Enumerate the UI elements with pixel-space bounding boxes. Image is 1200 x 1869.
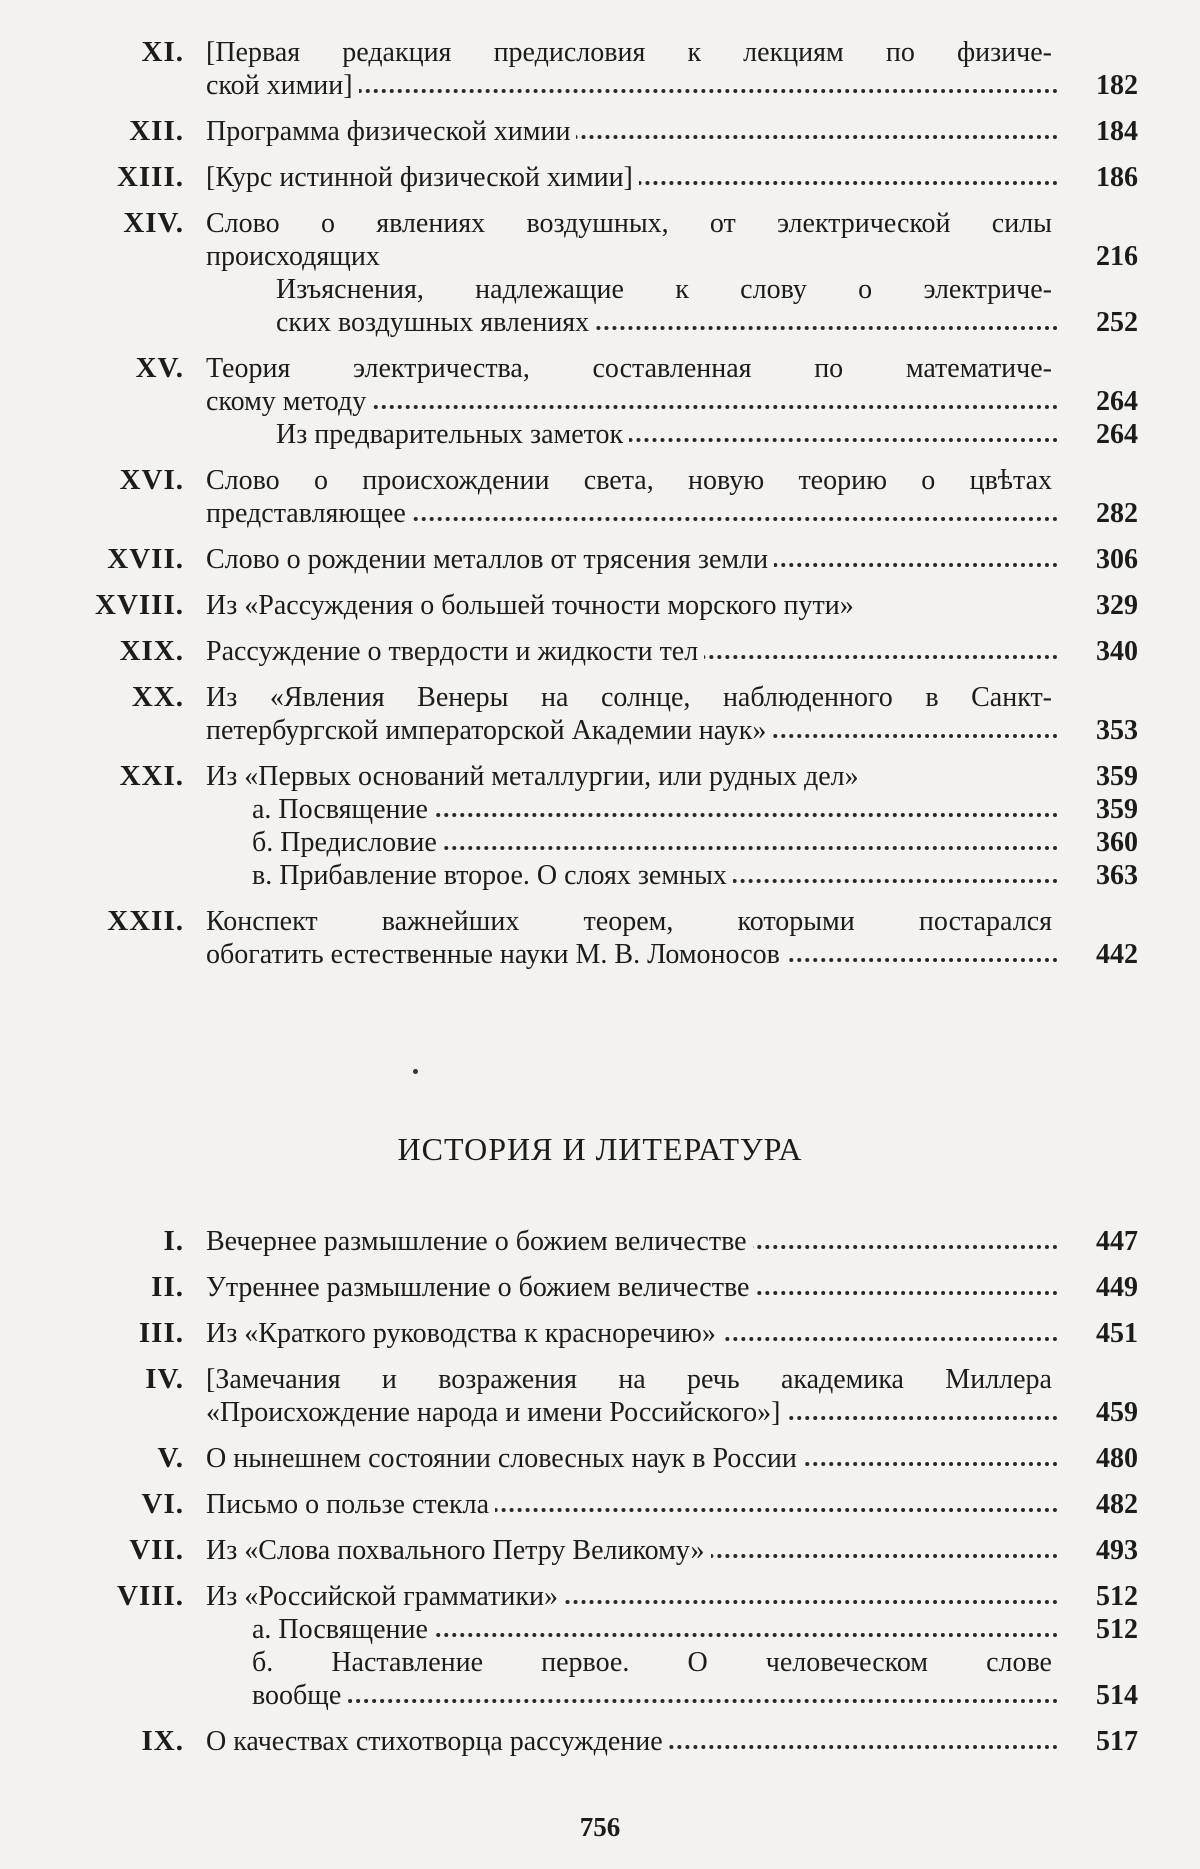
toc-line [0, 1534, 1200, 1567]
entry-roman-numeral: XIX. [119, 635, 184, 667]
page-ref: 449 [1096, 1272, 1138, 1303]
toc-line [0, 635, 1200, 668]
toc-entry [0, 1488, 1200, 1521]
toc-line [0, 273, 1200, 306]
toc-entry [0, 1225, 1200, 1258]
toc-line [0, 497, 1200, 530]
entry-title [206, 240, 1058, 273]
page-ref: 186 [1096, 162, 1138, 193]
toc-line [0, 115, 1200, 148]
entry-text: б. Предисловие [252, 827, 443, 858]
entry-title [206, 36, 1058, 69]
toc-line [0, 714, 1200, 747]
entry-text: Письмо о пользе стекла [206, 1489, 495, 1520]
entry-text: ских воздушных явлениях [276, 307, 595, 338]
entry-title [252, 793, 1058, 826]
entry-roman-numeral: VIII. [116, 1580, 184, 1612]
entry-roman-numeral: XIV. [123, 207, 184, 239]
entry-roman-numeral: XX. [131, 681, 184, 713]
toc-entry [0, 635, 1200, 668]
entry-text: Из «Рассуждения о большей точности морского пути» [206, 590, 860, 621]
toc-entry [0, 1442, 1200, 1475]
entry-title [206, 1396, 1058, 1429]
toc-line [0, 1725, 1200, 1758]
page-ref: 340 [1096, 636, 1138, 667]
toc-line [0, 1613, 1200, 1646]
entry-text: а. Посвящение [252, 1614, 434, 1645]
entry-title [252, 859, 1058, 892]
toc-line [0, 760, 1200, 793]
page-ref: 480 [1096, 1443, 1138, 1474]
page-number: 756 [579, 1812, 621, 1842]
entry-title [206, 589, 1058, 622]
entry-text: Конспект важнейших теорем, которыми постарался [206, 906, 1058, 937]
toc-entry [0, 1317, 1200, 1350]
toc-line [0, 418, 1200, 451]
entry-text: Из «Российской грамматики» [206, 1581, 564, 1612]
toc-entry [0, 1534, 1200, 1567]
toc-line [0, 306, 1200, 339]
entry-text: петербургской императорской Академии наук» [206, 715, 772, 746]
entry-title [206, 207, 1058, 240]
toc-line [0, 1225, 1200, 1258]
toc-entry [0, 1580, 1200, 1712]
page-ref: 359 [1096, 794, 1138, 825]
section-title: ИСТОРИЯ И ЛИТЕРАТУРА [397, 1131, 803, 1167]
page-ref: 282 [1096, 498, 1138, 529]
page-ref: 363 [1096, 860, 1138, 891]
page-ref: 447 [1096, 1226, 1138, 1257]
toc-line [0, 207, 1200, 240]
entry-text: О нынешнем состоянии словесных наук в России [206, 1443, 803, 1474]
entry-text: Изъяснения, надлежащие к слову о электриче- [276, 274, 1058, 305]
toc-line [0, 36, 1200, 69]
page-ref: 252 [1096, 307, 1138, 338]
entry-text: ской химии] [206, 70, 359, 101]
entry-title [206, 543, 1058, 576]
entry-title [252, 1613, 1058, 1646]
entry-roman-numeral: XVII. [107, 543, 184, 575]
toc-line [0, 352, 1200, 385]
toc-line [0, 1646, 1200, 1679]
toc-line [0, 793, 1200, 826]
toc-entry [0, 905, 1200, 971]
entry-title [276, 418, 1058, 451]
entry-roman-numeral: V. [157, 1442, 184, 1474]
toc-line [0, 905, 1200, 938]
toc-line [0, 938, 1200, 971]
entry-text: Утреннее размышление о божием величестве [206, 1272, 755, 1303]
entry-title [252, 1646, 1058, 1679]
dot-leader [252, 1699, 1058, 1703]
toc-line [0, 240, 1200, 273]
toc-entry [0, 1725, 1200, 1758]
toc-line [0, 1580, 1200, 1613]
toc-history-literature-section [0, 1225, 1200, 1771]
toc-line [0, 589, 1200, 622]
toc-line [0, 1271, 1200, 1304]
page-ref: 329 [1096, 590, 1138, 621]
entry-roman-numeral: XXI. [119, 760, 184, 792]
toc-entry [0, 543, 1200, 576]
page-ref: 216 [1096, 241, 1138, 272]
entry-roman-numeral: IV. [145, 1363, 184, 1395]
entry-text: Слово о явлениях воздушных, от электрической силы [206, 208, 1058, 239]
entry-text: Из «Краткого руководства к красноречию» [206, 1318, 722, 1349]
page-ref: 184 [1096, 116, 1138, 147]
entry-text: Вечернее размышление о божием величестве [206, 1226, 753, 1257]
toc-line [0, 1442, 1200, 1475]
toc-entry [0, 464, 1200, 530]
entry-title [206, 115, 1058, 148]
entry-text: [Замечания и возражения на речь академика Миллера [206, 1364, 1058, 1395]
entry-text: вообще [252, 1680, 347, 1711]
entry-text: обогатить естественные науки М. В. Ломоносов [206, 939, 786, 970]
entry-roman-numeral: XI. [141, 36, 184, 68]
page-ref: 182 [1096, 70, 1138, 101]
entry-text: «Происхождение народа и имени Российского»] [206, 1397, 786, 1428]
entry-title [206, 1488, 1058, 1521]
entry-title [206, 1271, 1058, 1304]
entry-title [206, 385, 1058, 418]
toc-line [0, 464, 1200, 497]
toc-line [0, 826, 1200, 859]
entry-title [206, 161, 1058, 194]
print-speck [413, 1069, 418, 1074]
toc-entry [0, 207, 1200, 339]
toc-line [0, 1317, 1200, 1350]
entry-roman-numeral: XXII. [107, 905, 184, 937]
entry-title [206, 69, 1058, 102]
entry-roman-numeral: III. [138, 1317, 184, 1349]
entry-title [206, 1442, 1058, 1475]
toc-entry [0, 1363, 1200, 1429]
page-ref: 517 [1096, 1726, 1138, 1757]
page-ref: 264 [1096, 386, 1138, 417]
entry-title [206, 635, 1058, 668]
entry-title [206, 464, 1058, 497]
toc-line [0, 69, 1200, 102]
entry-text: Из «Первых оснований металлургии, или рудных дел» [206, 761, 865, 792]
entry-roman-numeral: VII. [129, 1534, 184, 1566]
page-ref: 459 [1096, 1397, 1138, 1428]
toc-line [0, 1679, 1200, 1712]
page-ref: 360 [1096, 827, 1138, 858]
entry-roman-numeral: IX. [141, 1725, 184, 1757]
entry-title [206, 1225, 1058, 1258]
entry-roman-numeral: I. [163, 1225, 184, 1257]
toc-line [0, 859, 1200, 892]
entry-title [252, 1679, 1058, 1712]
page-ref: 264 [1096, 419, 1138, 450]
entry-roman-numeral: XVIII. [95, 589, 184, 621]
entry-text: в. Прибавление второе. О слоях земных [252, 860, 733, 891]
toc-entry [0, 1271, 1200, 1304]
entry-text: Теория электричества, составленная по математиче- [206, 353, 1058, 384]
toc-line [0, 1396, 1200, 1429]
toc-line [0, 1363, 1200, 1396]
entry-text: а. Посвящение [252, 794, 434, 825]
entry-roman-numeral: XII. [129, 115, 184, 147]
page-ref: 482 [1096, 1489, 1138, 1520]
toc-line [0, 681, 1200, 714]
entry-title [206, 497, 1058, 530]
toc-entry [0, 115, 1200, 148]
page-ref: 353 [1096, 715, 1138, 746]
page-ref: 512 [1096, 1614, 1138, 1645]
toc-entry [0, 161, 1200, 194]
entry-title [206, 714, 1058, 747]
entry-title [206, 1580, 1058, 1613]
entry-text: Слово о происхождении света, новую теорию о цвѣтах [206, 465, 1058, 496]
toc-line [0, 385, 1200, 418]
entry-text: Слово о рождении металлов от трясения земли [206, 544, 774, 575]
toc-entry [0, 352, 1200, 451]
entry-text: б. Наставление первое. О человеческом слове [252, 1647, 1058, 1678]
entry-title [206, 905, 1058, 938]
entry-text: Из «Слова похвального Петру Великому» [206, 1535, 711, 1566]
entry-title [206, 1725, 1058, 1758]
entry-title [206, 681, 1058, 714]
entry-text: представляющее [206, 498, 412, 529]
entry-title [252, 826, 1058, 859]
toc-entry [0, 36, 1200, 102]
entry-roman-numeral: VI. [141, 1488, 184, 1520]
entry-text: происходящих [206, 241, 386, 272]
page-ref: 442 [1096, 939, 1138, 970]
entry-title [206, 760, 1058, 793]
entry-title [276, 273, 1058, 306]
entry-title [206, 1317, 1058, 1350]
entry-title [276, 306, 1058, 339]
entry-text: Программа физической химии [206, 116, 576, 147]
entry-title [206, 1534, 1058, 1567]
toc-line [0, 161, 1200, 194]
toc-line [0, 1488, 1200, 1521]
entry-text: Из предварительных заметок [276, 419, 629, 450]
entry-title [206, 938, 1058, 971]
entry-roman-numeral: XIII. [116, 161, 184, 193]
page-ref: 493 [1096, 1535, 1138, 1566]
entry-title [206, 1363, 1058, 1396]
entry-text: Рассуждение о твердости и жидкости тел [206, 636, 704, 667]
entry-text: [Курс истинной физической химии] [206, 162, 639, 193]
toc-entry [0, 681, 1200, 747]
toc-line [0, 543, 1200, 576]
page-ref: 451 [1096, 1318, 1138, 1349]
entry-title [206, 352, 1058, 385]
entry-text: Из «Явления Венеры на солнце, наблюденного в Санкт- [206, 682, 1058, 713]
entry-text: скому методу [206, 386, 372, 417]
toc-entry [0, 760, 1200, 892]
page-ref: 306 [1096, 544, 1138, 575]
page-ref: 512 [1096, 1581, 1138, 1612]
entry-roman-numeral: XV. [135, 352, 184, 384]
toc-entry [0, 589, 1200, 622]
toc-science-section [0, 36, 1200, 984]
entry-roman-numeral: XVI. [119, 464, 184, 496]
entry-text: [Первая редакция предисловия к лекциям по физиче- [206, 37, 1058, 68]
page-ref: 359 [1096, 761, 1138, 792]
entry-text: О качествах стихотворца рассуждение [206, 1726, 669, 1757]
entry-roman-numeral: II. [151, 1271, 184, 1303]
page-ref: 514 [1096, 1680, 1138, 1711]
